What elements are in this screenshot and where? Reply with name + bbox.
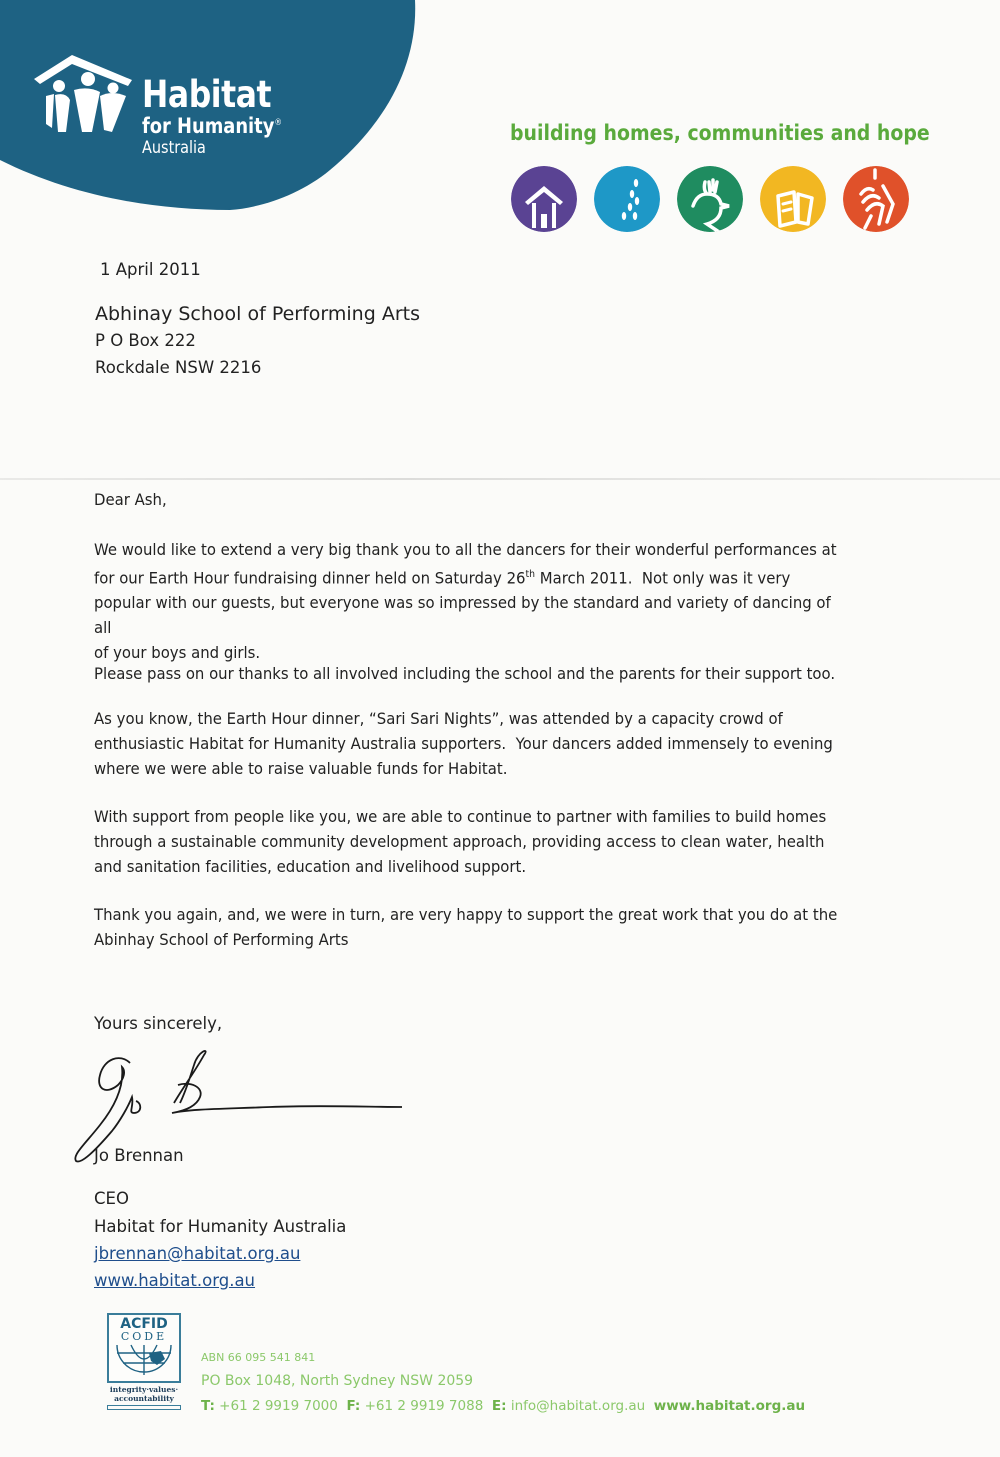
paragraph-1 <box>94 537 838 665</box>
recipient-address-line2: Rockdale NSW 2216 <box>95 358 262 377</box>
brand-name: Habitat <box>142 73 272 116</box>
paragraph-2: Please pass on our thanks to all involved including the school and the parents for their support too. <box>94 664 836 683</box>
phone-label: T: <box>201 1398 215 1414</box>
paragraph-3-line-2: enthusiastic Habitat for Humanity Australia supporters. Your dancers added immensely to evening <box>94 734 833 753</box>
signatory-organisation: Habitat for Humanity Australia <box>94 1217 347 1236</box>
fax-number: +61 2 9919 7088 <box>364 1398 484 1414</box>
signatory-name: Jo Brennan <box>94 1146 184 1165</box>
ordinal-suffix: th <box>525 569 536 580</box>
signatory-email-link[interactable]: jbrennan@habitat.org.au <box>94 1244 301 1263</box>
signatory-title: CEO <box>94 1189 129 1208</box>
acfid-top-text: ACFID <box>120 1316 168 1332</box>
paragraph-4 <box>94 804 838 879</box>
brand-subname: for Humanity <box>142 114 275 138</box>
acfid-bar <box>107 1405 181 1410</box>
paragraph-4-line-3: and sanitation facilities, education and livelihood support. <box>94 857 527 876</box>
paragraph-1-line-1: We would like to extend a very big thank you to all the dancers for their wonderful performances at <box>94 540 837 559</box>
globe-icon <box>109 1343 179 1379</box>
fax-label: F: <box>346 1398 361 1414</box>
paragraph-3-line-1: As you know, the Earth Hour dinner, “Sari Sari Nights”, was attended by a capacity crowd of <box>94 709 783 728</box>
recipient-name: Abhinay School of Performing Arts <box>95 303 420 325</box>
paragraph-3 <box>94 706 838 781</box>
signatory-website-link[interactable]: www.habitat.org.au <box>94 1271 256 1290</box>
paragraph-5 <box>94 902 838 952</box>
paragraph-1-line-2 <box>94 562 838 590</box>
footer-website[interactable]: www.habitat.org.au <box>653 1398 806 1414</box>
acfid-tagline-2: accountability <box>114 1394 174 1403</box>
paragraph-5-line-1: Thank you again, and, we were in turn, are very happy to support the great work that you do at the <box>94 905 838 924</box>
text-run: for our Earth Hour fundraising dinner held on Saturday 26 <box>94 568 526 588</box>
registered-mark: ® <box>274 118 282 128</box>
recipient-address-line1: P O Box 222 <box>95 331 196 350</box>
paper-fold-line <box>0 478 1000 480</box>
paragraph-1-line-4: of your boys and girls. <box>94 643 261 663</box>
footer-abn: ABN 66 095 541 841 <box>201 1351 316 1364</box>
email-label: E: <box>491 1398 507 1414</box>
salutation: Dear Ash, <box>94 490 167 509</box>
letter-date: 1 April 2011 <box>100 260 201 279</box>
water-drops-icon <box>594 166 660 232</box>
brand-wordmark <box>142 73 307 158</box>
acfid-code-logo <box>107 1313 181 1410</box>
acfid-tagline-1: integrity·values· <box>109 1385 179 1394</box>
footer-contact-line <box>201 1398 805 1414</box>
brand-country: Australia <box>142 138 206 158</box>
phone-number: +61 2 9919 7000 <box>219 1398 338 1414</box>
footer-address: PO Box 1048, North Sydney NSW 2059 <box>201 1373 474 1389</box>
footer-email[interactable]: info@habitat.org.au <box>510 1398 646 1414</box>
closing: Yours sincerely, <box>94 1014 223 1033</box>
tagline: building homes, communities and hope <box>510 121 930 145</box>
book-icon <box>760 166 826 232</box>
house-icon <box>511 166 577 232</box>
paragraph-1-line-3: popular with our guests, but everyone was so impressed by the standard and variety of dancing of all <box>94 593 831 638</box>
paragraph-4-line-2: through a sustainable community development approach, providing access to clean water, health <box>94 832 825 851</box>
chicken-icon <box>677 166 743 232</box>
paragraph-4-line-1: With support from people like you, we are able to continue to partner with families to build homes <box>94 807 827 826</box>
hands-icon <box>843 166 909 232</box>
program-icons <box>511 166 909 232</box>
text-run: March 2011. Not only was it very <box>535 568 791 588</box>
paragraph-3-line-3: where we were able to raise valuable funds for Habitat. <box>94 759 508 778</box>
acfid-code-text: CODE <box>120 1330 168 1343</box>
paragraph-5-line-2: Abinhay School of Performing Arts <box>94 930 349 949</box>
